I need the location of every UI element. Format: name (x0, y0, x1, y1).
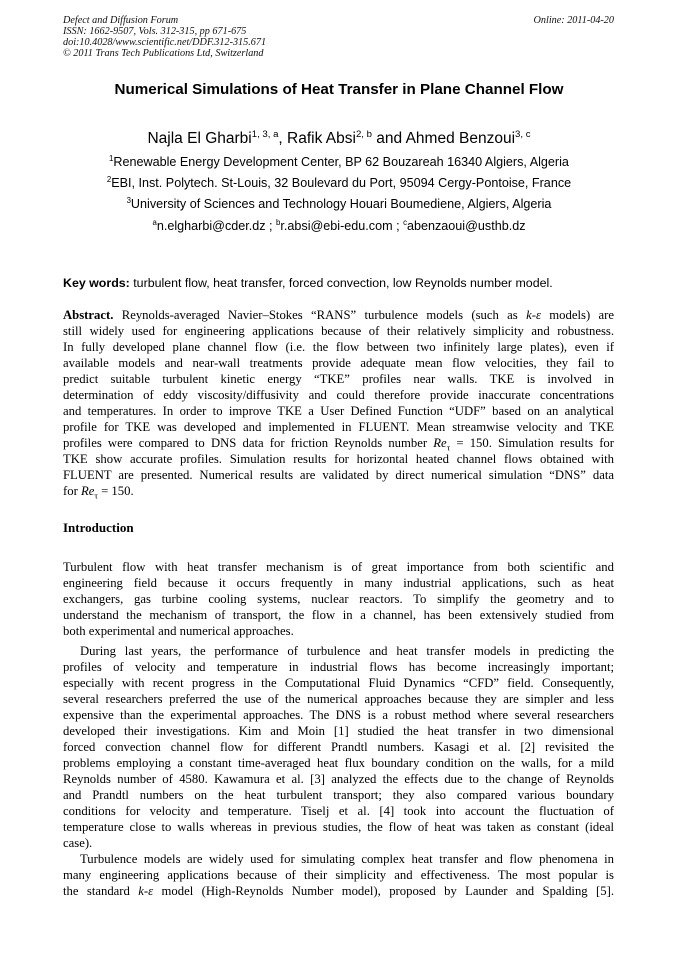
text-segment: the standard (63, 884, 139, 898)
author-separator: and (371, 130, 406, 147)
text-segment: and temperatures. In order to improve TKE a User Defined Function “UDF” based on an analytical (63, 404, 614, 418)
online-date: Online: 2011-04-20 (533, 15, 614, 26)
text-line (63, 403, 614, 419)
text-segment: In fully developed plane channel flow (i.e. the flow between two infinitely large plates), even if (63, 340, 614, 354)
text-line (63, 591, 614, 607)
text-segment: understand the mechanism of transport, the flow in a channel, has been extensively studied from (63, 608, 614, 622)
text-segment: = 150. Simulation results for (450, 436, 614, 450)
text-line (63, 803, 614, 819)
text-line (63, 387, 614, 403)
text-segment: exchangers, gas turbine cooling systems, nuclear reactors. To simplify the geometry and to (63, 592, 614, 606)
text-segment: = 150. (97, 484, 134, 498)
intro-paragraph-2 (63, 643, 614, 851)
text-line (63, 851, 614, 867)
keywords-text: turbulent flow, heat transfer, forced convection, low Reynolds number model. (129, 276, 553, 290)
intro-paragraph-1 (63, 559, 614, 639)
text-line (63, 575, 614, 591)
author-separator: , (278, 130, 288, 147)
text-segment: model (High-Reynolds Number model), proposed by Launder and Spalding [5]. (153, 884, 614, 898)
author-affiliation-mark: 2, b (355, 128, 372, 140)
affiliation-text: Renewable Energy Development Center, BP 62 Bouzareah 16340 Algiers, Algeria (113, 155, 569, 169)
text-segment: several researchers preferred the use of the numerical approaches because they are simpler and less (63, 692, 614, 706)
text-line (63, 787, 614, 803)
text-line (63, 867, 614, 883)
text-line (63, 559, 614, 575)
email-mark: b (276, 217, 281, 227)
text-segment: profiles of velocity and temperature in industrial flows has become increasingly important; (63, 660, 614, 674)
text-segment: k-ε (526, 308, 541, 322)
text-segment: Re (433, 436, 447, 450)
author-name: Rafik Absi (287, 130, 356, 147)
section-heading-introduction: Introduction (63, 520, 134, 535)
text-segment: many engineering applications because of their simplicity and effectiveness. The most popular is (63, 868, 614, 882)
text-segment: case). (63, 836, 93, 850)
email-link[interactable]: r.absi@ebi-edu.com ; (280, 219, 404, 233)
author-name: Najla El Gharbi (147, 130, 252, 147)
text-line (63, 323, 614, 339)
text-segment: developed their investigations. Kim and Moin [1] studied the heat transfer in two dimensional (63, 724, 614, 738)
doi-line: doi:10.4028/www.scientific.net/DDF.312-315.671 (63, 37, 267, 48)
text-segment: expensive than the experimental approaches. The DNS is a robust method where several researchers (63, 708, 614, 722)
text-segment: and Prandtl numbers on the heat turbulent transport; they also compared various boundary (63, 788, 614, 802)
text-segment: τ (446, 442, 451, 453)
text-line (63, 355, 614, 371)
text-segment: k-ε (138, 884, 154, 898)
text-segment: During last years, the performance of turbulence and heat transfer models in predicting the (80, 644, 614, 658)
text-line (63, 691, 614, 707)
affiliation-text: EBI, Inst. Polytech. St-Louis, 32 Boulevard du Port, 95094 Cergy-Pontoise, France (111, 176, 572, 190)
journal-info (63, 15, 266, 59)
email-link[interactable]: abenzaoui@usthb.dz (406, 219, 526, 233)
text-segment: predict suitable turbulent kinetic energy “TKE” profiles near walls. TKE is involved in (63, 372, 614, 386)
text-line (63, 607, 614, 623)
copyright-line: © 2011 Trans Tech Publications Ltd, Switzerland (63, 48, 264, 59)
text-line (63, 339, 614, 355)
author-emails (0, 219, 678, 233)
text-segment: determination of eddy viscosity/diffusivity and could therefore provide inaccurate concentrations (63, 388, 614, 402)
text-segment: Reynolds-averaged Navier–Stokes “RANS” turbulence models (such as (113, 308, 527, 322)
paper-title: Numerical Simulations of Heat Transfer in Plane Channel Flow (114, 81, 564, 98)
text-segment: τ (94, 490, 98, 501)
text-segment: Turbulence models are widely used for simulating complex heat transfer and flow phenomena in (80, 852, 614, 866)
text-line (63, 771, 614, 787)
text-segment: profile for TKE was developed and implemented in FLUENT. Mean streamwise velocity and TKE (63, 420, 614, 434)
text-line (63, 371, 614, 387)
keywords-label: Key words: (63, 276, 130, 290)
email-mark: a (152, 217, 157, 227)
text-segment: conditions for velocity and temperature. Tiselj et al. [4] took into account the fluctuation of (63, 804, 614, 818)
text-line (63, 675, 614, 691)
text-segment: TKE show accurate profiles. Simulation results for horizontal heated channel flows obtained with (63, 452, 614, 466)
text-segment: FLUENT are presented. Numerical results are validated by direct numerical simulation “DNS” data (63, 468, 614, 482)
text-line (63, 307, 614, 323)
email-link[interactable]: n.elgharbi@cder.dz ; (156, 219, 277, 233)
keywords (63, 276, 553, 290)
text-line (63, 467, 614, 483)
email-mark: c (403, 217, 407, 227)
text-line (63, 419, 614, 435)
text-segment: Re (80, 484, 95, 498)
text-line (63, 623, 614, 639)
abstract-label: Abstract. (63, 308, 114, 322)
intro-paragraph-3 (63, 851, 614, 899)
text-segment: profiles were compared to DNS data for friction Reynolds number (63, 436, 434, 450)
text-line (63, 659, 614, 675)
text-segment: models) are (540, 308, 614, 322)
text-line (63, 483, 614, 499)
text-segment: Turbulent flow with heat transfer mechanism is of great importance from both scientific and (63, 560, 614, 574)
journal-name: Defect and Diffusion Forum (63, 15, 179, 26)
affiliation-mark: 1 (109, 153, 114, 163)
affiliation-2 (0, 176, 678, 190)
text-line (63, 435, 614, 451)
text-segment: for (63, 484, 81, 498)
text-line (63, 835, 614, 851)
text-segment: especially with recent progress in the Computational Fluid Dynamics “CFD” field. Consequently, (63, 676, 614, 690)
text-line (63, 883, 614, 899)
affiliation-3 (0, 197, 678, 211)
affiliation-mark: 2 (106, 174, 112, 184)
author-affiliation-mark: 1, 3, a (251, 128, 279, 140)
text-line (63, 451, 614, 467)
issn-line: ISSN: 1662-9507, Vols. 312-315, pp 671-675 (63, 26, 247, 37)
abstract (63, 307, 614, 499)
text-segment: engineering field because it occurs frequently in many industrial applications, such as heat (63, 576, 614, 590)
text-segment: both experimental and numerical approaches. (63, 624, 294, 638)
author-name: Ahmed Benzoui (405, 130, 516, 147)
text-segment: still widely used for engineering applications because of their relatively simplicity and robustness. (63, 324, 614, 338)
text-line (63, 819, 614, 835)
text-segment: Reynolds number of 4580. Kawamura et al. [3] analyzed the effects due to the change of Reynolds (63, 772, 614, 786)
author-list (0, 130, 678, 148)
author-affiliation-mark: 3, c (515, 128, 531, 140)
affiliation-1 (0, 155, 678, 169)
text-line (63, 739, 614, 755)
text-segment: problems employing a constant time-averaged heat flux boundary condition on the walls, for a mild (63, 756, 614, 770)
text-segment: forced convection channel flow for different Prandtl numbers. Kasagi et al. [2] revisited the (63, 740, 614, 754)
affiliation-text: University of Sciences and Technology Houari Boumediene, Algiers, Algeria (130, 197, 552, 211)
text-line (63, 755, 614, 771)
text-line (63, 643, 614, 659)
text-segment: available models and near-wall treatments provide adequate mean flow velocities, they fail to (63, 356, 614, 370)
text-line (63, 707, 614, 723)
affiliation-mark: 3 (126, 195, 131, 205)
text-line (63, 723, 614, 739)
text-segment: temperature close to walls whereas in previous studies, the flow of heat was taken as constant (ideal (63, 820, 614, 834)
